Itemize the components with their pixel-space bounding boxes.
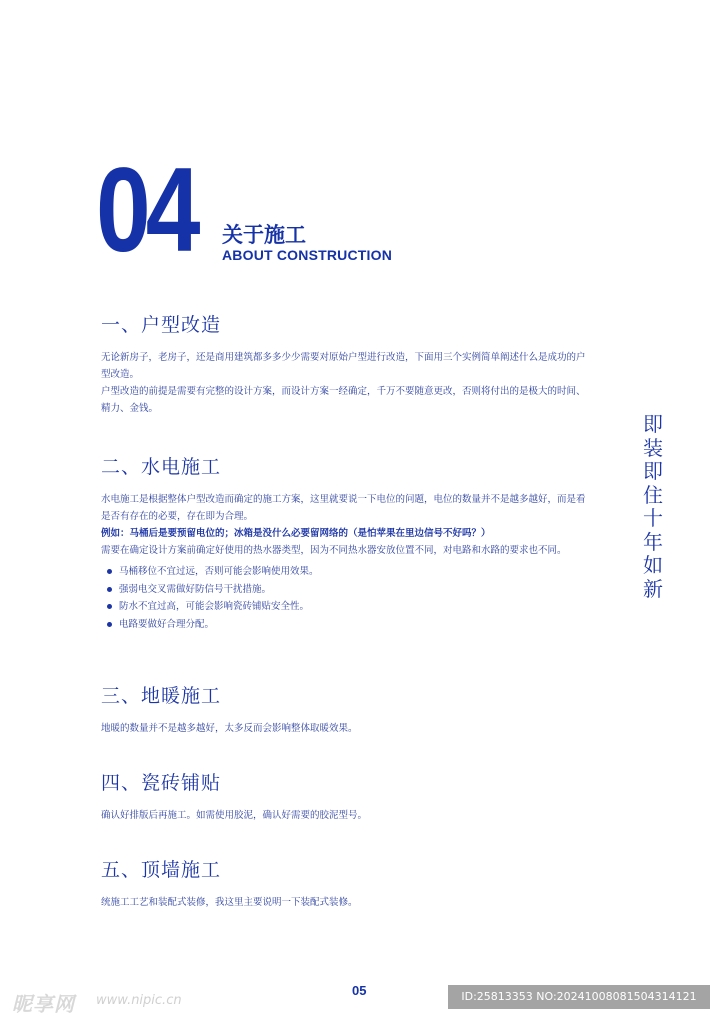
bullet-dot-icon — [107, 569, 112, 574]
list-item — [107, 598, 591, 616]
slogan-char: 即 — [643, 459, 663, 483]
list-item — [107, 616, 591, 634]
section-paragraph: 水电施工是根据整体户型改造而确定的施工方案，这里就要说一下电位的问题，电位的数量并不是越多越好，而是看是否有存在的必要，存在即为合理。 — [101, 494, 586, 522]
list-item — [107, 581, 591, 599]
list-item-text: 马桶移位不宜过远，否则可能会影响使用效果。 — [119, 566, 319, 577]
vertical-slogan — [640, 413, 666, 601]
slogan-char: 住 — [643, 482, 663, 507]
section-title: 一、户型改造 — [101, 314, 222, 336]
chapter-title-cn: 关于施工 — [222, 223, 306, 247]
slogan-char: 即 — [643, 412, 663, 436]
slogan-char: 年 — [643, 529, 663, 554]
bullet-dot-icon — [107, 622, 112, 627]
list-item — [107, 563, 591, 581]
slogan-char: 如 — [643, 553, 663, 577]
section-ceiling-wall — [101, 855, 591, 911]
section-paragraph: 确认好排版后再施工。如需使用胶泥，确认好需要的胶泥型号。 — [101, 810, 368, 821]
list-item-text: 防水不宜过高，可能会影响瓷砖铺贴安全性。 — [119, 601, 310, 612]
list-item-text: 电路要做好合理分配。 — [119, 618, 215, 630]
section-paragraph: 需要在确定设计方案前确定好使用的热水器类型，因为不同热水器安放位置不同，对电路和水路的要求也不同。 — [101, 545, 567, 556]
watermark-logo: 昵享网 — [12, 992, 75, 1016]
watermark-id-badge: ID:25813353 NO:20241008081504314121 — [448, 985, 710, 1009]
section-title: 二、水电施工 — [101, 456, 222, 478]
chapter-number: 04 — [96, 143, 196, 277]
watermark-url: www.nipic.cn — [96, 993, 182, 1008]
slogan-char: 十 — [643, 506, 663, 530]
section-paragraph: 统施工工艺和装配式装修，我这里主要说明一下装配式装修。 — [101, 897, 358, 908]
slogan-char: 新 — [643, 576, 663, 601]
section-example-line: 例如：马桶后是要预留电位的；冰箱是没什么必要留网络的（是怕苹果在里边信号不好吗？） — [101, 528, 491, 539]
bullet-dot-icon — [107, 604, 112, 609]
list-item-text: 强弱电交叉需做好防信号干扰措施。 — [119, 583, 272, 595]
section-plumbing-electrical — [101, 452, 591, 633]
section-title: 四、瓷砖铺贴 — [101, 772, 222, 794]
bullet-list — [101, 563, 591, 633]
section-paragraph: 户型改造的前提是需要有完整的设计方案，而设计方案一经确定，千万不要随意更改，否则将付出的是极大的时间、精力、金钱。 — [101, 386, 586, 414]
chapter-title-en: ABOUT CONSTRUCTION — [222, 247, 393, 263]
section-paragraph: 无论新房子，老房子，还是商用建筑都多多少少需要对原始户型进行改造，下面用三个实例简单阐述什么是成功的户型改造。 — [101, 352, 586, 380]
section-title: 五、顶墙施工 — [101, 859, 222, 881]
section-tiling — [101, 768, 591, 824]
section-paragraph: 地暖的数量并不是越多越好，太多反而会影响整体取暖效果。 — [101, 723, 358, 734]
bullet-dot-icon — [107, 587, 112, 592]
section-floor-heating — [101, 681, 591, 737]
section-layout-renovation — [101, 310, 591, 417]
page-number: 05 — [352, 983, 367, 998]
section-title: 三、地暖施工 — [101, 685, 222, 707]
slogan-char: 装 — [643, 435, 663, 460]
